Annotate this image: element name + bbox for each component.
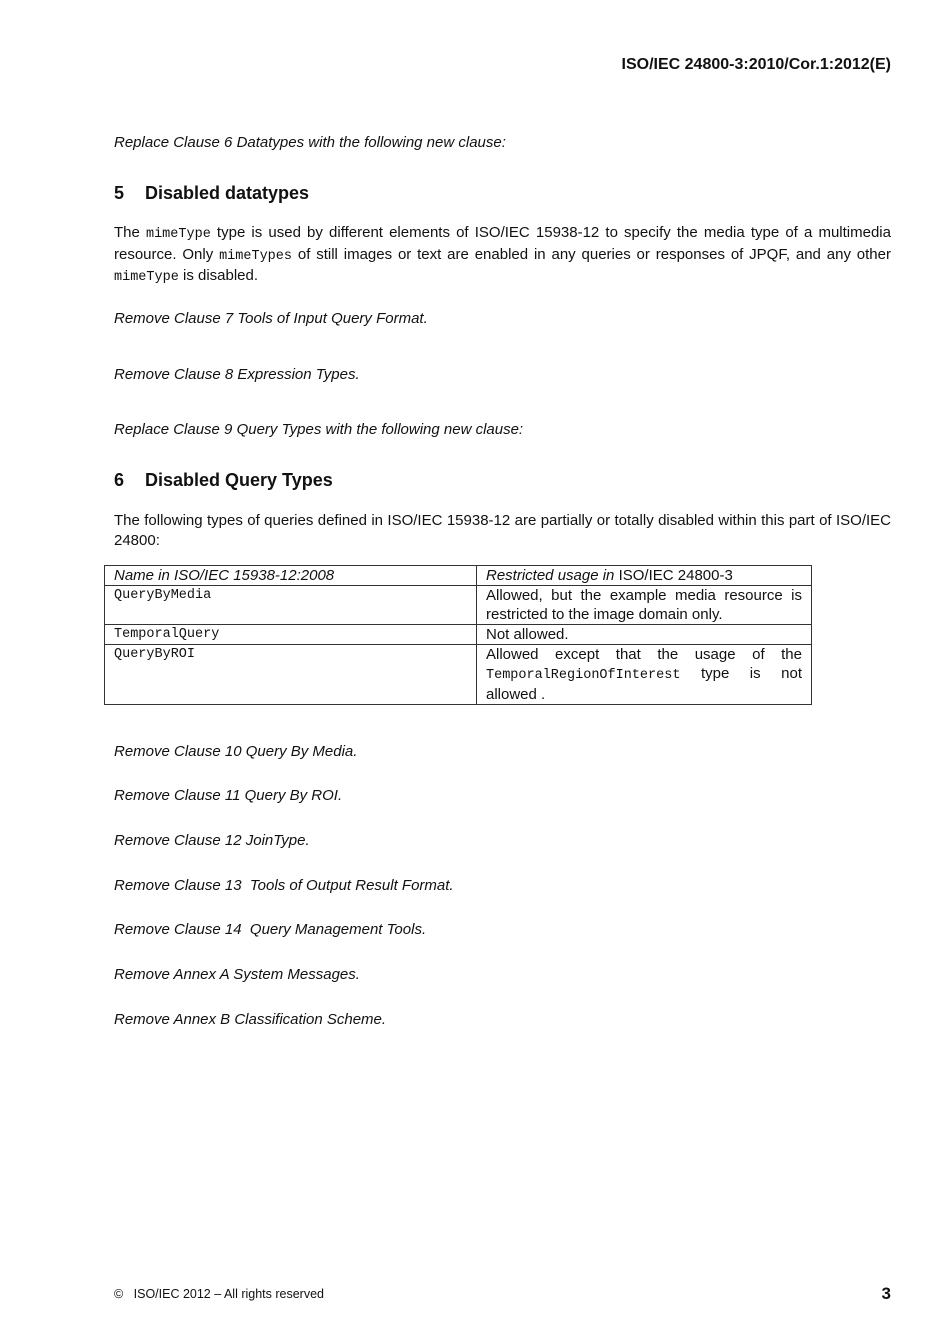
text-run: The — [114, 224, 146, 241]
query-name: QueryByMedia — [105, 586, 477, 625]
section-6-heading — [114, 470, 333, 491]
section-5-title: Disabled datatypes — [145, 183, 310, 203]
text-run: is disabled. — [178, 267, 259, 284]
section-5-heading — [114, 183, 309, 204]
instruction-remove-annex-a: Remove Annex A System Messages. — [114, 966, 360, 983]
text-run: type is not allowed . — [486, 665, 802, 703]
instruction-remove-clause-14: Remove Clause 14 Query Management Tools. — [114, 921, 427, 938]
instruction-replace-clause-9: Replace Clause 9 Query Types with the following new clause: — [114, 421, 524, 438]
table-row — [105, 645, 812, 705]
instruction-remove-clause-10: Remove Clause 10 Query By Media. — [114, 743, 358, 760]
table-row — [105, 625, 812, 645]
text-run: of still images or text are enabled in any queries or responses of JPQF, and any other — [292, 245, 891, 263]
code-mimetypes: mimeTypes — [219, 248, 292, 264]
section-6-intro: The following types of queries defined in ISO/IEC 15938-12 are partially or totally disabled within this part of ISO/IEC 24800: — [114, 512, 891, 549]
footer-copyright: © ISO/IEC 2012 – All rights reserved — [114, 1287, 324, 1301]
text-run: Allowed except that the usage of the — [486, 646, 802, 663]
query-name: TemporalQuery — [105, 625, 477, 645]
query-usage — [477, 645, 812, 705]
text-run: ISO/IEC 24800-3 — [614, 567, 733, 584]
table-header-usage — [477, 566, 812, 586]
instruction-remove-clause-8: Remove Clause 8 Expression Types. — [114, 366, 360, 383]
instruction-remove-annex-b: Remove Annex B Classification Scheme. — [114, 1011, 387, 1028]
query-name: QueryByROI — [105, 645, 477, 705]
text-run: type is used by different elements of ISO/IEC 15938-12 to specify the media type of a multimedia resource. Only — [114, 224, 891, 263]
section-5-number: 5 — [114, 183, 125, 203]
section-6-number: 6 — [114, 470, 125, 490]
disabled-query-types-table — [104, 565, 812, 705]
document-id: ISO/IEC 24800-3:2010/Cor.1:2012(E) — [621, 56, 891, 73]
instruction-remove-clause-11: Remove Clause 11 Query By ROI. — [114, 787, 343, 804]
instruction-replace-clause-6: Replace Clause 6 Datatypes with the following new clause: — [114, 134, 506, 151]
text-run: Restricted usage in — [486, 567, 615, 584]
instruction-remove-clause-7: Remove Clause 7 Tools of Input Query Format. — [114, 310, 428, 327]
section-5-paragraph — [114, 223, 891, 288]
query-usage: Not allowed. — [477, 625, 812, 645]
instruction-remove-clause-12: Remove Clause 12 JoinType. — [114, 832, 310, 849]
instruction-remove-clause-13: Remove Clause 13 Tools of Output Result Format. — [114, 877, 454, 894]
page-number: 3 — [881, 1284, 891, 1303]
table-row — [105, 586, 812, 625]
code-temporal-region: TemporalRegionOfInterest — [486, 668, 681, 683]
code-mimetype: mimeType — [145, 227, 211, 242]
code-mimetype: mimeType — [114, 270, 179, 285]
table-header-name: Name in ISO/IEC 15938-12:2008 — [105, 566, 477, 586]
section-6-title: Disabled Query Types — [145, 470, 333, 490]
query-usage: Allowed, but the example media resource is restricted to the image domain only. — [477, 586, 812, 625]
table-header-row — [105, 566, 812, 586]
